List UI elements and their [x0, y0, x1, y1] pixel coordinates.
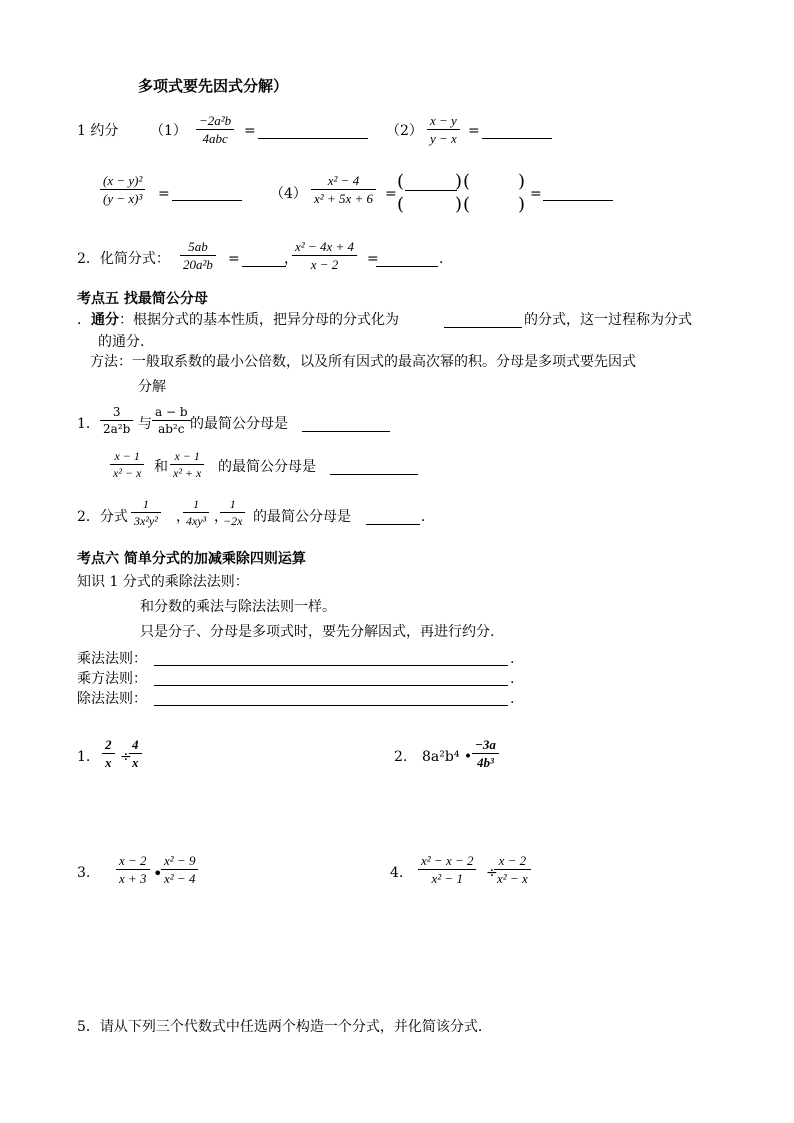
fraction-denominator: x − 2 — [292, 255, 357, 271]
period: . — [510, 671, 515, 687]
fraction-denominator: x² − x — [110, 464, 144, 479]
answer-blank[interactable] — [444, 327, 522, 328]
rule-division-blank[interactable] — [154, 705, 508, 706]
fraction-numerator: 5ab — [188, 239, 208, 254]
q1-fraction-4 — [311, 174, 376, 205]
close-paren: ) — [518, 194, 526, 215]
equals-sign: = — [530, 186, 542, 202]
answer-blank[interactable] — [258, 138, 368, 139]
open-paren: ( — [463, 194, 471, 215]
fraction-denominator: x + 3 — [116, 869, 150, 885]
exercise-4-fraction-a — [418, 854, 476, 885]
fraction-denominator: x² − x — [494, 869, 531, 885]
rule-power-label: 乘方法则： — [77, 671, 147, 687]
question-tail: 的最简公分母是 — [253, 509, 351, 525]
fraction-numerator: a − b — [155, 405, 188, 419]
fraction-denominator: x — [129, 753, 142, 769]
period: . — [510, 691, 515, 707]
k5-q1-fraction-b — [152, 406, 191, 435]
k5-q2-fraction-3 — [220, 498, 245, 527]
k5-q1-fraction-a — [100, 406, 133, 435]
exercise-4-fraction-b — [494, 854, 531, 885]
close-paren: ) — [455, 171, 463, 192]
intro-text: 多项式要先因式分解） — [138, 77, 289, 95]
period: . — [510, 651, 515, 667]
exercise-3-number: 3. — [77, 865, 91, 881]
k5-q1b-fraction-a — [110, 450, 144, 479]
fraction-numerator: x − 1 — [174, 449, 200, 463]
fraction-numerator: −3a — [475, 737, 496, 752]
question-tail: 的最简公分母是 — [190, 416, 288, 432]
fraction-numerator: x − 2 — [119, 853, 147, 868]
exercise-2-number: 2. — [394, 749, 408, 765]
answer-blank[interactable] — [482, 138, 552, 139]
open-paren: ( — [397, 194, 405, 215]
fraction-numerator: 1 — [193, 497, 200, 511]
answer-blank[interactable] — [172, 200, 242, 201]
rule-power-blank[interactable] — [154, 685, 508, 686]
fraction-numerator: 1 — [142, 497, 149, 511]
fraction-denominator: 3x²y² — [131, 512, 161, 527]
open-paren: ( — [463, 171, 471, 192]
q1-fraction-1 — [196, 114, 234, 145]
fraction-denominator: x² − 4 — [161, 869, 198, 885]
q1-label: 1 约分 — [77, 123, 119, 139]
fraction-numerator: x − y — [430, 113, 457, 128]
fraction-numerator: x² − 4x + 4 — [295, 239, 354, 254]
fraction-numerator: x² − 4 — [327, 173, 360, 188]
fraction-numerator: 4 — [132, 737, 139, 752]
factor-blank[interactable] — [405, 190, 457, 191]
rule-division-label: 除法法则： — [77, 691, 147, 707]
fraction-denominator: x² + x — [170, 464, 204, 479]
method-text-2: 分解 — [138, 379, 166, 395]
fraction-denominator: −2x — [220, 512, 245, 527]
fraction-numerator: −2a²b — [199, 113, 232, 128]
fraction-denominator: x — [102, 753, 115, 769]
k5-q2-fraction-1 — [131, 498, 161, 527]
q1-part4-label: （4） — [270, 186, 307, 202]
exercise-2-fraction — [472, 738, 499, 769]
section-heading-6: 考点六 简单分式的加减乘除四则运算 — [77, 551, 306, 567]
equals-sign: = — [228, 251, 240, 267]
q2-fraction-2 — [292, 240, 357, 271]
exercise-1-number: 1. — [77, 749, 91, 765]
fraction-numerator: x − 1 — [114, 449, 140, 463]
fraction-numerator: 2 — [105, 737, 112, 752]
fraction-numerator: 3 — [112, 405, 121, 419]
comma: ， — [284, 251, 298, 267]
fraction-denominator: 4b³ — [472, 753, 499, 769]
period: ． — [439, 251, 453, 267]
q1-fraction-3 — [100, 174, 145, 205]
fraction-denominator: (y − x)³ — [100, 189, 145, 205]
k5-q1b-fraction-b — [170, 450, 204, 479]
equals-sign: = — [244, 123, 256, 139]
term-tongfen: 通分 — [91, 312, 119, 328]
bullet: ． — [77, 312, 91, 328]
knowledge-1-title: 知识 1 分式的乘除法法则： — [77, 574, 249, 590]
divide-sign: ÷ — [120, 749, 132, 765]
answer-blank[interactable] — [543, 200, 613, 201]
comma: ， — [176, 509, 190, 525]
fraction-numerator: x² − x − 2 — [421, 853, 474, 868]
question-tail: 的最简公分母是 — [218, 459, 316, 475]
rule-multiplication-blank[interactable] — [154, 665, 508, 666]
k5-q2-fraction-2 — [183, 498, 209, 527]
definition-text: ：根据分式的基本性质，把异分母的分式化为 — [119, 312, 399, 328]
close-paren: ) — [518, 171, 526, 192]
multiply-dot: • — [153, 864, 163, 883]
exercise-1-fraction-b — [129, 738, 142, 769]
fraction-denominator: 20a²b — [180, 255, 216, 271]
fraction-denominator: 4abc — [196, 129, 234, 145]
exercise-5-text: 5．请从下列三个代数式中任选两个构造一个分式，并化简该分式. — [77, 1019, 483, 1035]
exercise-1-fraction-a — [102, 738, 115, 769]
answer-blank[interactable] — [366, 524, 420, 525]
equals-sign: = — [367, 251, 379, 267]
open-paren: ( — [397, 171, 405, 192]
divide-sign: ÷ — [486, 865, 498, 881]
fraction-denominator: 2a²b — [100, 420, 133, 435]
fraction-denominator: 4xy³ — [183, 512, 209, 527]
q1-fraction-2 — [427, 114, 460, 145]
rule-multiplication-label: 乘法法则： — [77, 651, 147, 667]
close-paren: ) — [455, 194, 463, 215]
exercise-3-fraction-b — [161, 854, 198, 885]
tongfen-definition — [77, 313, 399, 327]
q2-fraction-1 — [180, 240, 216, 271]
k5-q2-number: 2．分式 — [77, 509, 128, 525]
exercise-4-number: 4. — [390, 865, 404, 881]
fraction-numerator: x² − 9 — [164, 853, 196, 868]
answer-blank[interactable] — [242, 266, 286, 267]
fraction-denominator: x² + 5x + 6 — [311, 189, 376, 205]
q2-label: 2．化简分式： — [77, 251, 170, 267]
section-heading-5: 考点五 找最简公分母 — [77, 291, 208, 307]
fraction-numerator: (x − y)² — [103, 173, 143, 188]
definition-text-2: 的分式，这一过程称为分式 — [524, 312, 692, 328]
and-word: 和 — [154, 459, 168, 475]
k5-q1-number: 1． — [77, 416, 100, 432]
definition-text-3: 的通分. — [98, 334, 145, 350]
q1-part2-label: （2） — [386, 123, 423, 139]
q1-part1-label: （1） — [150, 123, 187, 139]
knowledge-1-text-a: 和分数的乘法与除法法则一样。 — [140, 599, 336, 615]
exercise-2-prefix: 8a²b⁴ • — [422, 749, 473, 765]
and-word: 与 — [138, 416, 152, 432]
equals-sign: = — [385, 186, 397, 202]
equals-sign: = — [468, 123, 480, 139]
fraction-denominator: x² − 1 — [418, 869, 476, 885]
fraction-numerator: x − 2 — [498, 853, 527, 868]
fraction-denominator: ab²c — [152, 420, 191, 435]
comma: ， — [214, 509, 228, 525]
period: ． — [421, 509, 435, 525]
answer-blank[interactable] — [302, 431, 390, 432]
fraction-denominator: y − x — [427, 129, 460, 145]
answer-blank[interactable] — [330, 474, 418, 475]
equals-sign: = — [158, 186, 170, 202]
exercise-3-fraction-a — [116, 854, 150, 885]
method-text: 方法：一般取系数的最小公倍数，以及所有因式的最高次幂的积。分母是多项式要先因式 — [90, 354, 636, 370]
fraction-numerator: 1 — [229, 497, 236, 511]
knowledge-1-text-b: 只是分子、分母是多项式时，要先分解因式，再进行约分. — [140, 624, 495, 640]
answer-blank[interactable] — [376, 266, 438, 267]
